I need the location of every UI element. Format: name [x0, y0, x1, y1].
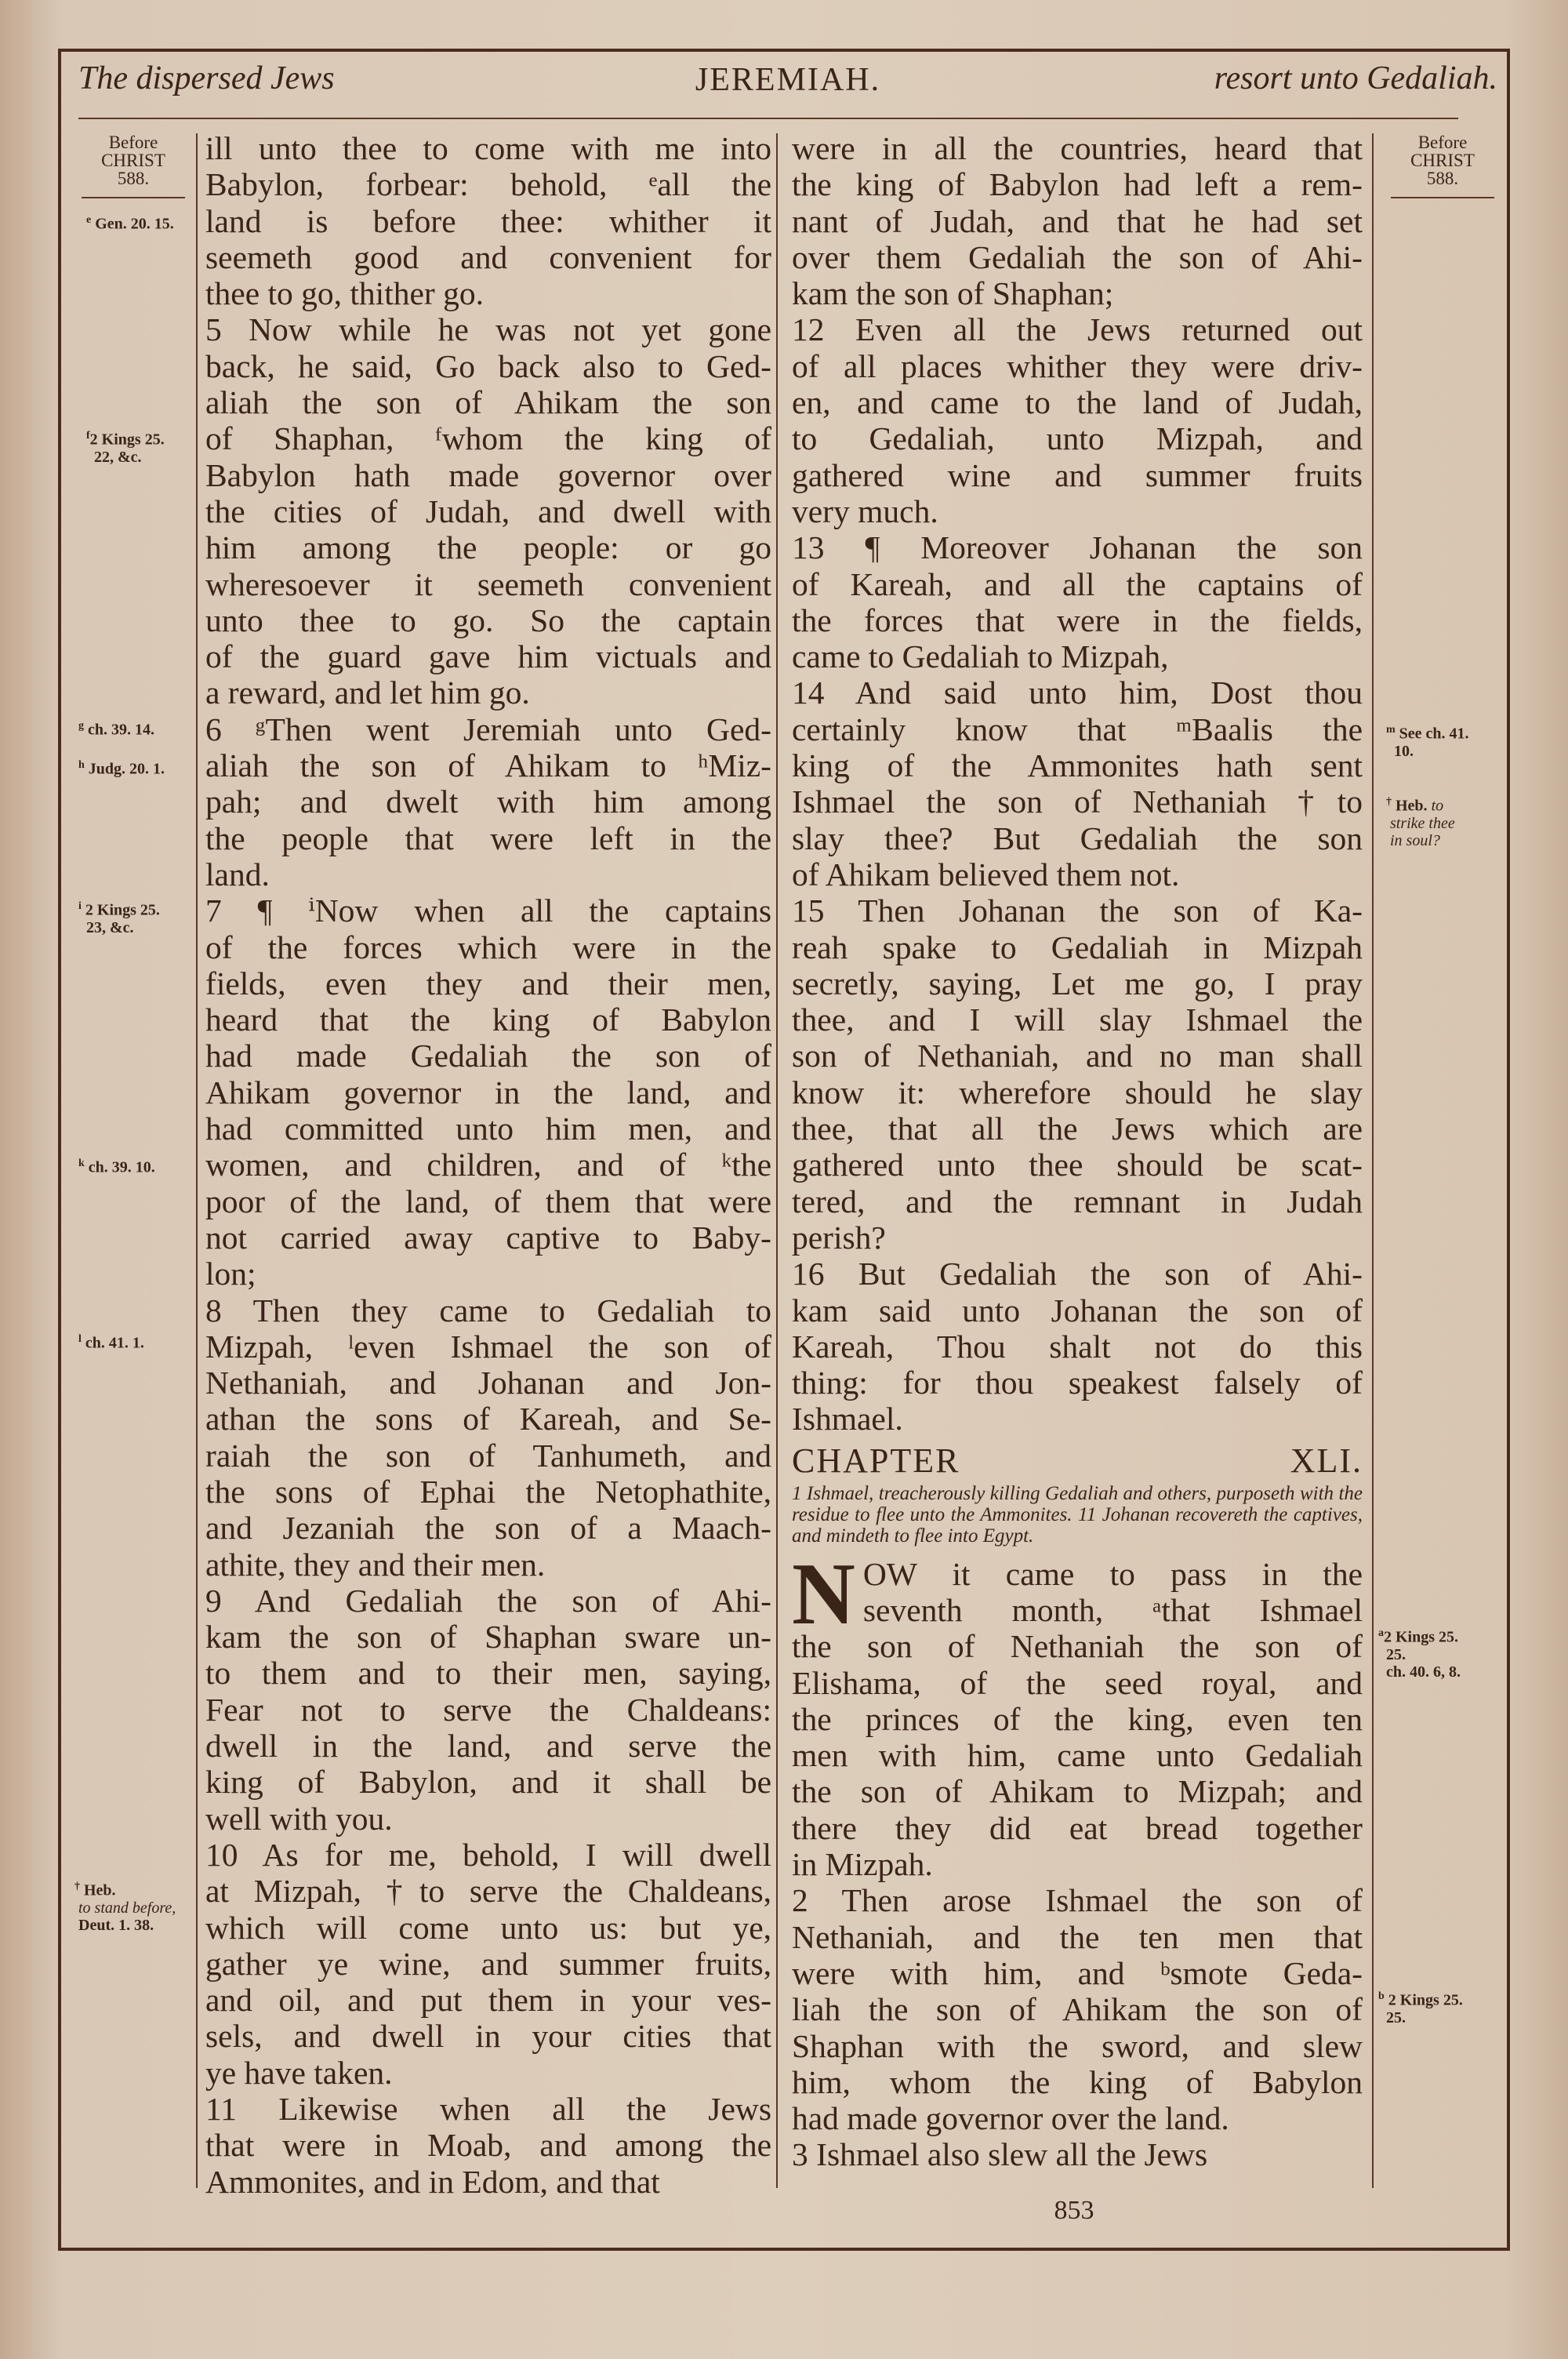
text-line: unto thee to go. So the captain — [205, 602, 771, 638]
text-line: back, he said, Go back also to Ged- — [205, 347, 771, 384]
running-head — [78, 60, 1497, 108]
text-line: had committed unto him men, and — [205, 1110, 771, 1147]
text-line: of the guard gave him victuals and — [205, 638, 771, 675]
margin-note: $^f$2 Kings 25. 22, &c. — [86, 430, 165, 466]
text-line: kam the son of Shaphan sware un- — [205, 1619, 771, 1656]
text-line: Nethaniah, and the ten men that — [792, 1918, 1363, 1955]
date-year: 588. — [117, 169, 150, 188]
text-line: OW it came to pass in the — [862, 1555, 1363, 1592]
drop-cap: N — [792, 1545, 855, 1643]
opening-lines — [792, 1545, 1363, 1643]
text-line: of Ahikam believed them not. — [792, 856, 1180, 892]
text-line: had made governor over the land. — [792, 2100, 1229, 2137]
text-line: a reward, and let him go. — [205, 674, 530, 711]
verses-chapter-40 — [792, 130, 1363, 1438]
right-margin — [1388, 133, 1497, 206]
center-column-rule — [776, 133, 778, 2188]
date-box-right — [1388, 133, 1497, 198]
text-line: and Jezaniah the son of a Maach- — [205, 1510, 771, 1547]
text-line: ye have taken. — [205, 2054, 393, 2091]
text-line: lon; — [205, 1256, 256, 1292]
text-line: Babylon, forbear: behold, ᵉall the — [205, 166, 771, 203]
text-line: Shaphan with the sword, and slew — [792, 2027, 1363, 2064]
text-line: thee, that all the Jews which are — [792, 1110, 1363, 1147]
chapter-summary: 1 Ishmael, treacherously killing Gedaliah and others, purposeth with the residue to flee unto the Ammonites. 11 Johanan recovereth the captives, and mindeth to flee into Egypt. — [792, 1482, 1363, 1547]
text-line: of the forces which were in the — [205, 929, 771, 965]
text-line: land is before thee: whither it — [205, 202, 771, 239]
text-line: king of Babylon, and it shall be — [205, 1764, 771, 1801]
text-line: had made Gedaliah the son of — [205, 1038, 771, 1074]
chapter-heading: CHAPTER XLI. — [792, 1441, 1363, 1480]
text-line: Mizpah, ˡeven Ishmael the son of — [205, 1328, 771, 1365]
margin-note: $^h$ Judg. 20. 1. — [78, 759, 165, 778]
header-rule — [78, 118, 1458, 119]
text-line: king of the Ammonites hath sent — [792, 747, 1363, 784]
text-line: not carried away captive to Baby- — [205, 1219, 771, 1256]
date-before: Before — [1417, 133, 1468, 152]
date-box-left — [78, 133, 188, 198]
text-line: over them Gedaliah the son of Ahi- — [792, 238, 1363, 275]
running-head-right: resort unto Gedaliah. — [1214, 60, 1497, 96]
text-line: in Mizpah. — [792, 1846, 933, 1883]
margin-note: $^k$ ch. 39. 10. — [78, 1158, 155, 1176]
text-line: athite, they and their men. — [205, 1546, 546, 1583]
text-line: land. — [205, 856, 270, 892]
text-line: gather ye wine, and summer fruits, — [205, 1945, 771, 1982]
text-line: Ahikam governor in the land, and — [205, 1074, 771, 1110]
text-line: to Gedaliah, unto Mizpah, and — [792, 420, 1363, 457]
text-line: tered, and the remnant in Judah — [792, 1183, 1363, 1219]
text-line: 13 ¶ Moreover Johanan the son — [792, 529, 1363, 566]
text-line: 12 Even all the Jews returned out — [792, 311, 1363, 348]
margin-note: † Heb. to stand before, Deut. 1. 38. — [74, 1881, 176, 1934]
text-line: thee to go, thither go. — [205, 275, 484, 312]
text-line: at Mizpah, †to serve the Chaldeans, — [205, 1873, 771, 1910]
text-line: 3 Ishmael also slew all the Jews — [792, 2136, 1208, 2173]
text-line: wheresoever it seemeth convenient — [205, 565, 771, 602]
book-title: JEREMIAH. — [695, 62, 881, 98]
text-line: en, and came to the land of Judah, — [792, 384, 1363, 421]
text-line: the people that were left in the — [205, 820, 771, 856]
margin-note: $^b$ 2 Kings 25. 25. — [1378, 1990, 1463, 2026]
text-line: liah the son of Ahikam the son of — [792, 1991, 1363, 2028]
text-line: Nethaniah, and Johanan and Jon- — [205, 1365, 771, 1401]
text-line: that were in Moab, and among the — [205, 2127, 771, 2164]
text-line: perish? — [792, 1219, 886, 1256]
date-christ: CHRIST — [1410, 151, 1475, 170]
text-line: gathered unto thee should be scat- — [792, 1147, 1363, 1183]
date-rule — [82, 197, 185, 198]
text-line: 8 Then they came to Gedaliah to — [205, 1292, 771, 1329]
text-line: the king of Babylon had left a rem- — [792, 166, 1363, 203]
text-line: thee, and I will slay Ishmael the — [792, 1001, 1363, 1038]
text-line: Ammonites, and in Edom, and that — [205, 2163, 660, 2200]
text-line: Babylon hath made governor over — [205, 456, 771, 493]
margin-note: $^l$ ch. 41. 1. — [78, 1333, 144, 1352]
text-line: know it: wherefore should he slay — [792, 1074, 1363, 1110]
margin-note: † Heb. to strike thee in soul? — [1386, 796, 1455, 849]
text-line: him, whom the king of Babylon — [792, 2063, 1363, 2100]
text-line: of Shaphan, ᶠwhom the king of — [205, 420, 771, 457]
text-line: 6 ᵍThen went Jeremiah unto Ged- — [205, 711, 771, 747]
text-line: there they did eat bread together — [792, 1809, 1363, 1846]
date-christ: CHRIST — [101, 151, 165, 170]
date-before: Before — [108, 133, 158, 152]
margin-note: $^m$ See ch. 41. 10. — [1386, 724, 1469, 760]
text-line: were with him, and ᵇsmote Geda- — [792, 1954, 1363, 1991]
text-line: Ishmael. — [792, 1401, 903, 1438]
text-line: nant of Judah, and that he had set — [792, 202, 1363, 239]
text-line: poor of the land, of them that were — [205, 1183, 771, 1219]
text-line: aliah the son of Ahikam the son — [205, 384, 771, 421]
text-line: kam said unto Johanan the son of — [792, 1292, 1363, 1329]
left-margin — [78, 133, 188, 206]
text-line: kam the son of Shaphan; — [792, 275, 1114, 312]
text-line: which will come unto us: but ye, — [205, 1909, 771, 1946]
text-line: sels, and dwell in your cities that — [205, 2018, 771, 2055]
text-line: aliah the son of Ahikam to ʰMiz- — [205, 747, 771, 784]
margin-note: $^g$ ch. 39. 14. — [78, 720, 154, 739]
text-line: 15 Then Johanan the son of Ka- — [792, 892, 1363, 929]
text-line: came to Gedaliah to Mizpah, — [792, 638, 1169, 675]
date-year: 588. — [1426, 169, 1459, 188]
text-line: gathered wine and summer fruits — [792, 456, 1363, 493]
text-line: 14 And said unto him, Dost thou — [792, 674, 1363, 711]
text-line: seventh month, ᵃthat Ishmael — [862, 1591, 1363, 1628]
text-line: of all places whither they were driv- — [792, 347, 1363, 384]
text-line: dwell in the land, and serve the — [205, 1728, 771, 1765]
text-line: 10 As for me, behold, I will dwell — [205, 1836, 771, 1873]
text-line: Fear not to serve the Chaldeans: — [205, 1691, 771, 1728]
text-line: Elishama, of the seed royal, and — [792, 1664, 1363, 1701]
text-line: men with him, came unto Gedaliah — [792, 1737, 1363, 1774]
text-line: well with you. — [205, 1800, 393, 1837]
text-line: the cities of Judah, and dwell with — [205, 493, 771, 529]
text-line: son of Nethaniah, and no man shall — [792, 1038, 1363, 1074]
text-line: the forces that were in the fields, — [792, 602, 1363, 638]
text-line: raiah the son of Tanhumeth, and — [205, 1437, 771, 1474]
text-line: the sons of Ephai the Netophathite, — [205, 1473, 771, 1510]
text-line: secretly, saying, Let me go, I pray — [792, 965, 1363, 1001]
text-line: to them and to their men, saying, — [205, 1655, 771, 1692]
text-line: pah; and dwelt with him among — [205, 783, 771, 820]
text-line: reah spake to Gedaliah in Mizpah — [792, 929, 1363, 965]
text-line: 5 Now while he was not yet gone — [205, 311, 771, 348]
text-line: certainly know that ᵐBaalis the — [792, 711, 1363, 747]
text-line: thing: for thou speakest falsely of — [792, 1365, 1363, 1401]
text-line: the son of Nethaniah the son of — [792, 1628, 1363, 1665]
text-line: seemeth good and convenient for — [205, 238, 771, 275]
margin-note: $^a$2 Kings 25. 25. ch. 40. 6, 8. — [1378, 1627, 1461, 1681]
text-line: heard that the king of Babylon — [205, 1001, 771, 1038]
text-line: the son of Ahikam to Mizpah; and — [792, 1773, 1363, 1810]
left-text-column — [205, 130, 771, 2200]
running-head-left: The dispersed Jews — [78, 60, 335, 96]
text-line: athan the sons of Kareah, and Se- — [205, 1401, 771, 1438]
text-line: 7 ¶ ⁱNow when all the captains — [205, 892, 771, 929]
text-line: fields, even they and their men, — [205, 965, 771, 1001]
page-number: 853 — [1054, 2196, 1094, 2225]
margin-note: $^i$ 2 Kings 25. 23, &c. — [78, 900, 160, 936]
text-line: him among the people: or go — [205, 529, 771, 566]
text-line: were in all the countries, heard that — [792, 130, 1363, 166]
text-line: ill unto thee to come with me into — [205, 130, 771, 166]
text-line: very much. — [792, 493, 938, 529]
text-line: 11 Likewise when all the Jews — [205, 2091, 771, 2128]
chapter-41-verses — [792, 1628, 1363, 2172]
text-line: the princes of the king, even ten — [792, 1700, 1363, 1737]
text-line: and oil, and put them in your ves- — [205, 1982, 771, 2019]
chapter-opening — [792, 1545, 1363, 1643]
text-line: slay thee? But Gedaliah the son — [792, 820, 1363, 856]
text-line: 16 But Gedaliah the son of Ahi- — [792, 1256, 1363, 1292]
text-line: Ishmael the son of Nethaniah †to — [792, 783, 1363, 820]
text-line: women, and children, and of ᵏthe — [205, 1147, 771, 1183]
text-line: of Kareah, and all the captains of — [792, 565, 1363, 602]
text-line: 9 And Gedaliah the son of Ahi- — [205, 1582, 771, 1619]
right-text-column — [792, 130, 1363, 2173]
text-line: Kareah, Thou shalt not do this — [792, 1328, 1363, 1365]
right-margin-rule — [1372, 133, 1374, 2188]
left-margin-rule — [196, 133, 198, 2188]
margin-note: $^e$ Gen. 20. 15. — [86, 214, 174, 233]
date-rule — [1391, 197, 1494, 198]
text-line: 2 Then arose Ishmael the son of — [792, 1882, 1363, 1919]
